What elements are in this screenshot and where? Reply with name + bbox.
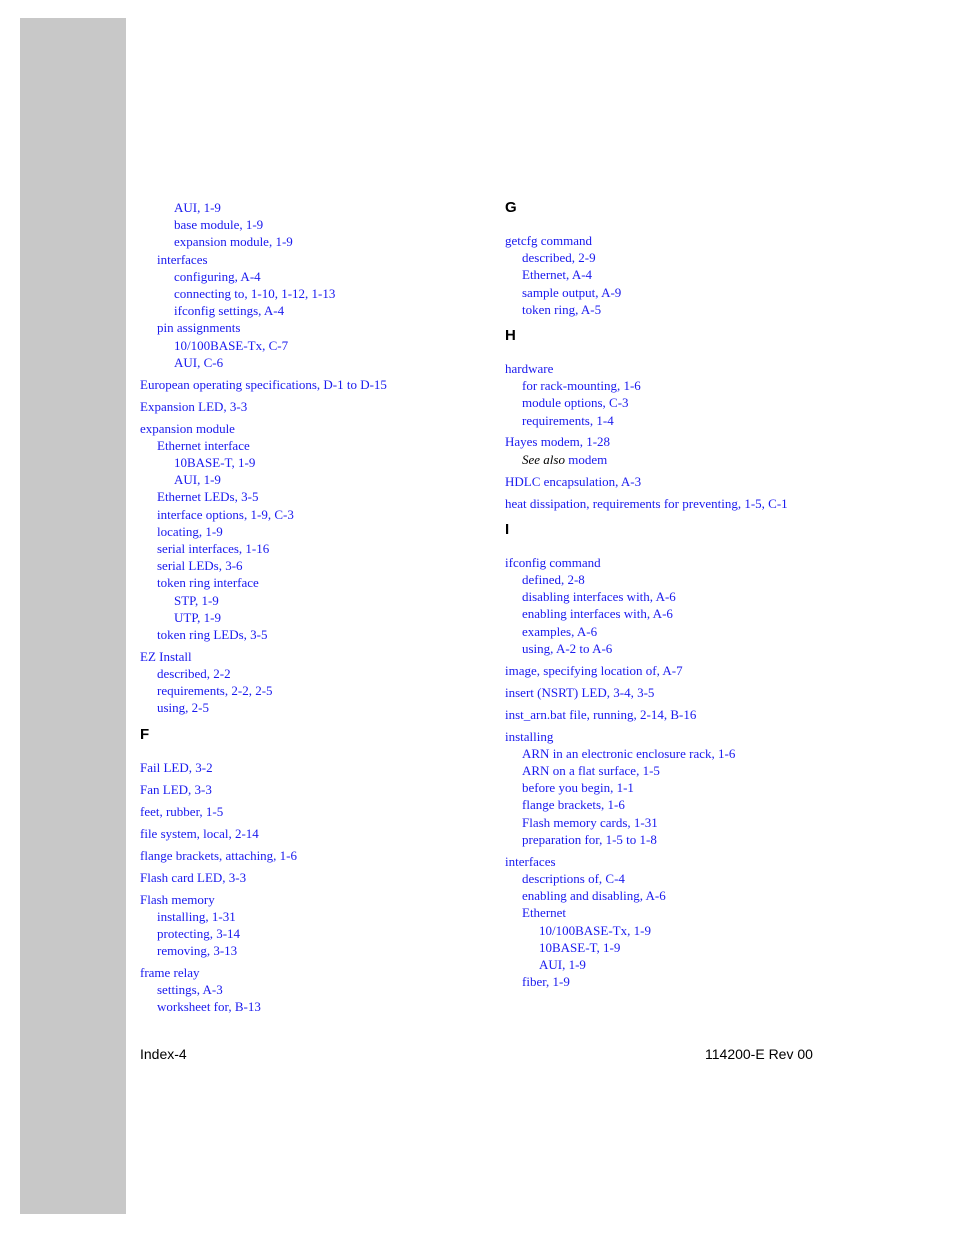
index-entry-group: [140, 803, 480, 820]
index-column-right: [505, 199, 835, 995]
index-subentry-link[interactable]: interface options, 1-9, C-3: [157, 506, 294, 522]
index-entry-link[interactable]: Hayes modem, 1-28: [505, 434, 611, 450]
see-also-label: See also: [522, 451, 565, 467]
index-entry-group: [505, 706, 835, 723]
index-entry-link[interactable]: flange brackets, attaching, 1-6: [140, 847, 298, 863]
index-subentry-link[interactable]: using, A-2 to A-6: [522, 640, 613, 656]
index-entry-group: [140, 420, 480, 643]
index-subentry-link[interactable]: token ring LEDs, 3-5: [157, 626, 268, 642]
index-subentry-link[interactable]: AUI, C-6: [174, 354, 224, 370]
index-subentry-link[interactable]: serial interfaces, 1-16: [157, 540, 270, 556]
index-subentry-link[interactable]: protecting, 3-14: [157, 925, 241, 941]
index-entry-link[interactable]: installing: [505, 728, 554, 744]
index-subentry-link[interactable]: 10/100BASE-Tx, 1-9: [539, 922, 651, 938]
index-entry-group: [505, 433, 835, 467]
index-subentry-link[interactable]: fiber, 1-9: [522, 974, 570, 990]
index-subentry-link[interactable]: ARN on a flat surface, 1-5: [522, 763, 660, 779]
index-entry-group: [505, 232, 835, 318]
index-subentry-link[interactable]: settings, A-3: [157, 982, 223, 998]
index-entry-group: [505, 554, 835, 657]
index-entry-link[interactable]: file system, local, 2-14: [140, 825, 259, 841]
index-subentry-link[interactable]: configuring, A-4: [174, 268, 261, 284]
index-entry-link[interactable]: feet, rubber, 1-5: [140, 803, 224, 819]
index-subentry-link[interactable]: requirements, 1-4: [522, 412, 614, 428]
document-revision: 114200-E Rev 00: [705, 1046, 813, 1062]
index-subentry-link[interactable]: before you begin, 1-1: [522, 780, 634, 796]
index-subentry-link[interactable]: described, 2-9: [522, 250, 596, 266]
index-entry-group: [140, 376, 480, 393]
index-entry-link[interactable]: getcfg command: [505, 233, 592, 248]
index-entry-group: [505, 360, 835, 429]
index-subentry-link[interactable]: locating, 1-9: [157, 523, 223, 539]
index-entry-group: [140, 398, 480, 415]
index-entry-link[interactable]: European operating specifications, D-1 to D-15: [140, 376, 387, 392]
index-entry-group: [140, 869, 480, 886]
index-subentry-link[interactable]: disabling interfaces with, A-6: [522, 589, 676, 605]
index-entry-group: [505, 495, 835, 512]
index-subentry-link[interactable]: flange brackets, 1-6: [522, 797, 625, 813]
index-subentry-link[interactable]: requirements, 2-2, 2-5: [157, 683, 273, 699]
index-letter-heading: F: [140, 725, 150, 743]
index-subentry-link[interactable]: described, 2-2: [157, 666, 231, 682]
index-entry-group: [505, 728, 835, 848]
index-subentry-link[interactable]: using, 2-5: [157, 700, 209, 716]
index-entry-group: [140, 199, 480, 371]
index-subentry-link[interactable]: ifconfig settings, A-4: [174, 303, 285, 319]
index-subentry-link[interactable]: sample output, A-9: [522, 284, 622, 300]
see-also-reference: [505, 451, 835, 468]
index-subentry-link[interactable]: descriptions of, C-4: [522, 871, 625, 886]
index-entry-link[interactable]: image, specifying location of, A-7: [505, 662, 683, 678]
index-entry-link[interactable]: Expansion LED, 3-3: [140, 398, 248, 414]
index-subentry-link[interactable]: preparation for, 1-5 to 1-8: [522, 831, 657, 847]
index-subentry-link[interactable]: removing, 3-13: [157, 943, 238, 959]
index-subentry-link[interactable]: enabling interfaces with, A-6: [522, 606, 673, 622]
index-subentry-link[interactable]: STP, 1-9: [174, 592, 219, 608]
index-entry-link[interactable]: frame relay: [140, 965, 200, 981]
index-subentry-link[interactable]: interfaces: [157, 251, 208, 267]
index-entry-link[interactable]: Flash memory: [140, 891, 215, 907]
index-entry-link[interactable]: inst_arn.bat file, running, 2-14, B-16: [505, 706, 697, 722]
index-subentry-link[interactable]: defined, 2-8: [522, 572, 585, 588]
index-subentry-link[interactable]: expansion module, 1-9: [174, 234, 293, 250]
index-entry-link[interactable]: HDLC encapsulation, A-3: [505, 473, 642, 489]
index-entry-group: [140, 648, 480, 717]
index-entry-group: [505, 853, 835, 991]
index-subentry-link[interactable]: module options, C-3: [522, 395, 629, 411]
index-subentry-link[interactable]: AUI, 1-9: [174, 472, 221, 488]
index-entry-link[interactable]: expansion module: [140, 420, 235, 436]
index-entry-link[interactable]: insert (NSRT) LED, 3-4, 3-5: [505, 684, 655, 700]
index-subentry-link[interactable]: serial LEDs, 3-6: [157, 558, 243, 574]
index-entry-group: [140, 781, 480, 798]
index-entry-link[interactable]: Fan LED, 3-3: [140, 781, 212, 797]
index-subentry-link[interactable]: examples, A-6: [522, 623, 598, 639]
see-also-target[interactable]: modem: [568, 451, 608, 467]
index-subentry-link[interactable]: base module, 1-9: [174, 217, 264, 233]
index-subentry-link[interactable]: Ethernet LEDs, 3-5: [157, 489, 259, 505]
index-subentry-link[interactable]: for rack-mounting, 1-6: [522, 378, 641, 394]
index-subentry-link[interactable]: installing, 1-31: [157, 908, 236, 924]
index-entry-link[interactable]: EZ Install: [140, 648, 192, 664]
index-subentry-link[interactable]: UTP, 1-9: [174, 609, 221, 625]
index-subentry-link[interactable]: Ethernet, A-4: [522, 267, 593, 283]
index-subentry-link[interactable]: worksheet for, B-13: [157, 999, 261, 1015]
index-entry-group: [140, 891, 480, 960]
index-subentry-link[interactable]: 10BASE-T, 1-9: [174, 455, 256, 471]
index-entry-group: [140, 825, 480, 842]
index-letter-heading: G: [505, 199, 517, 216]
index-column-left: [140, 199, 480, 1020]
index-entry-group: [505, 662, 835, 679]
index-subentry-link[interactable]: enabling and disabling, A-6: [522, 888, 666, 904]
index-entry-group: [140, 759, 480, 776]
index-entry-group: [140, 847, 480, 864]
index-subentry-link[interactable]: Ethernet interface: [157, 437, 250, 453]
index-subentry-link[interactable]: AUI, 1-9: [539, 956, 586, 972]
index-subentry-link[interactable]: connecting to, 1-10, 1-12, 1-13: [174, 285, 336, 301]
index-entry-link[interactable]: Fail LED, 3-2: [140, 759, 213, 775]
index-subentry-link[interactable]: 10BASE-T, 1-9: [539, 939, 621, 955]
page-margin-bar: [20, 18, 126, 1214]
index-letter-heading: I: [505, 520, 510, 538]
index-entry-group: [505, 684, 835, 701]
index-subentry-link[interactable]: 10/100BASE-Tx, C-7: [174, 337, 289, 353]
index-entry-link[interactable]: hardware: [505, 360, 554, 376]
index-subentry-link[interactable]: pin assignments: [157, 320, 241, 336]
index-entry-link[interactable]: ifconfig command: [505, 554, 601, 570]
page-number: Index-4: [140, 1046, 187, 1062]
index-subentry-link[interactable]: Ethernet: [522, 905, 567, 921]
index-entry-link[interactable]: interfaces: [505, 853, 556, 869]
index-entry-link[interactable]: heat dissipation, requirements for preventing, 1-5, C-1: [505, 495, 788, 511]
index-entry-group: [140, 964, 480, 1016]
index-subentry-link[interactable]: token ring, A-5: [522, 301, 602, 317]
index-subentry-link[interactable]: Flash memory cards, 1-31: [522, 814, 658, 830]
index-subentry-link[interactable]: AUI, 1-9: [174, 200, 221, 215]
index-entry-link[interactable]: Flash card LED, 3-3: [140, 869, 247, 885]
index-letter-heading: H: [505, 326, 516, 344]
index-subentry-link[interactable]: ARN in an electronic enclosure rack, 1-6: [522, 745, 736, 761]
index-subentry-link[interactable]: token ring interface: [157, 575, 259, 591]
index-entry-group: [505, 473, 835, 490]
